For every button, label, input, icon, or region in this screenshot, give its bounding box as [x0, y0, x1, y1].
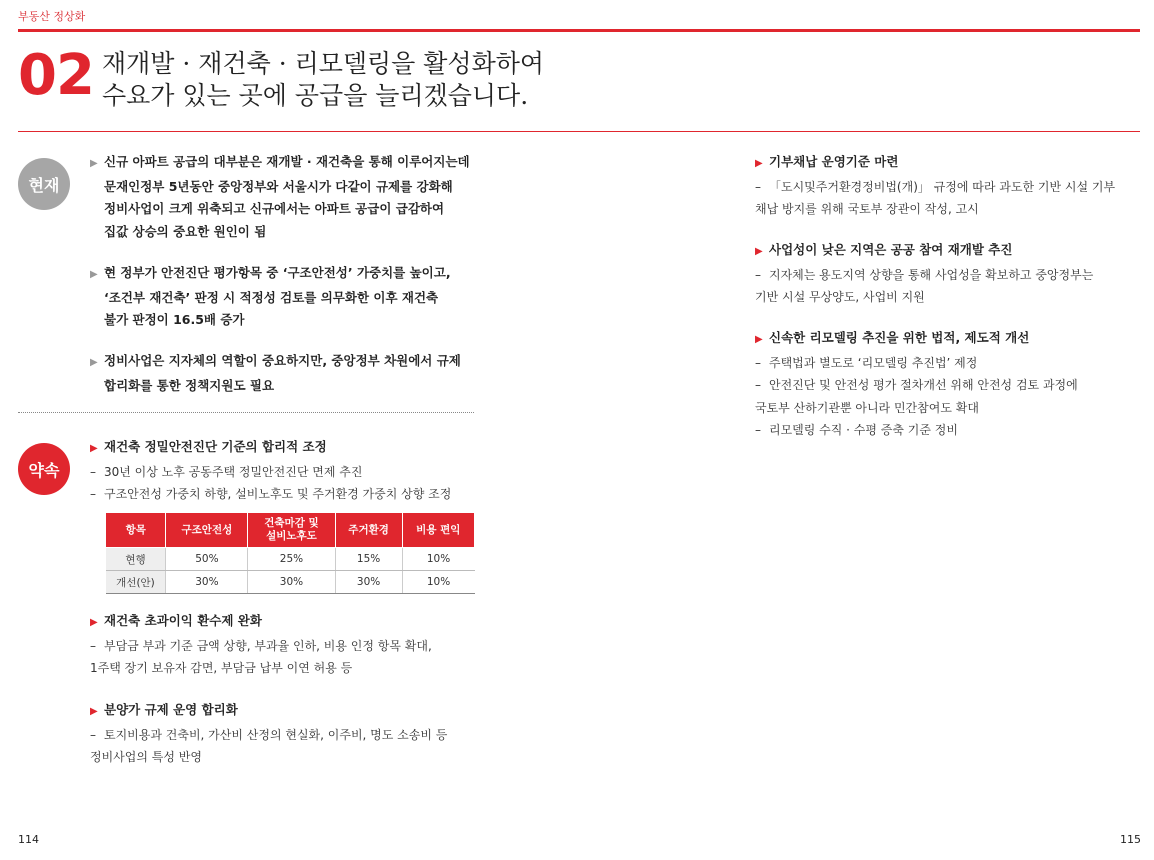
- right-sub-line: 리모델링 수직 · 수평 증축 기준 정비: [769, 423, 958, 437]
- right-item: ▶ 신속한 리모델링 추진을 위한 법적, 제도적 개선 – 주택법과 별도로 ‘리모델링 추진법’ 제정 – 안전진단 및 안전성 평가 절차개선 위해 안전성 검토 과정에 국토부 산하기관뿐 아니라 민간참여도 확대 – 리모델링 수직 · 수평 증축 기준 정비: [755, 330, 1078, 437]
- current-bullet-line: 정비사업은 지자체의 역할이 중요하지만, 중앙정부 차원에서 규제: [104, 353, 461, 368]
- promise-item: ▶ 재건축 정밀안전진단 기준의 합리적 조정 – 30년 이상 노후 공동주택 정밀안전진단 면제 추진 – 구조안전성 가중치 하향, 설비노후도 및 주거환경 가중치 상향 조정: [90, 439, 452, 501]
- title-line-1: 재개발 · 재건축 · 리모델링을 활성화하여: [102, 49, 545, 78]
- right-sub-line: 국토부 산하기관뿐 아니라 민간참여도 확대: [755, 400, 979, 415]
- table-row: [106, 571, 475, 594]
- promise-item: ▶ 재건축 초과이익 환수제 완화 – 부담금 부과 기준 금액 상향, 부과율 인하, 비용 인정 항목 확대, 1주택 장기 보유자 감면, 부담금 납부 이연 허용 등: [90, 610, 432, 680]
- triangle-icon: ▶: [90, 269, 98, 280]
- right-sub-line: 「도시및주거환경정비법(개)」 규정에 따라 과도한 기반 시설 기부: [769, 179, 1116, 194]
- current-bullet-line: 정비사업이 크게 위축되고 신규에서는 아파트 공급이 급감하여: [104, 201, 445, 216]
- top-rule: [18, 29, 1140, 32]
- current-bullet-line: 합리화를 통한 정책지원도 필요: [104, 377, 275, 393]
- current-bullet: [90, 262, 451, 332]
- triangle-icon: ▶: [90, 443, 98, 454]
- right-item-title: 신속한 리모델링 추진을 위한 법적, 제도적 개선: [769, 330, 1030, 345]
- table-cell: 10%: [402, 571, 474, 594]
- table-cell: 개선(안): [106, 571, 166, 594]
- title-rule: [18, 131, 1140, 132]
- right-item: ▶ 기부채납 운영기준 마련 – 「도시및주거환경정비법(개)」 규정에 따라 과도한 기반 시설 기부 채납 방지를 위해 국토부 장관이 작성, 고시: [755, 151, 1115, 221]
- triangle-icon: ▶: [755, 334, 763, 345]
- promise-badge: 약속: [18, 443, 70, 495]
- triangle-icon: ▶: [90, 617, 98, 628]
- right-item: ▶ 사업성이 낮은 지역은 공공 참여 재개발 추진 – 지자체는 용도지역 상향을 통해 사업성을 확보하고 중앙정부는 기반 시설 무상양도, 사업비 지원: [755, 239, 1093, 309]
- table-cell: 30%: [248, 571, 335, 594]
- right-sub-line: 채납 방지를 위해 국토부 장관이 작성, 고시: [755, 202, 979, 216]
- section-divider: [18, 412, 474, 413]
- triangle-icon: ▶: [90, 706, 98, 717]
- table-row: [106, 548, 475, 571]
- section-number: 02: [18, 43, 94, 108]
- weight-table: [105, 512, 475, 594]
- current-bullet: [90, 151, 470, 243]
- table-header: 항목: [106, 513, 166, 548]
- section-label: 부동산 정상화: [18, 10, 86, 23]
- table-cell: 30%: [335, 571, 402, 594]
- table-cell: 50%: [166, 548, 248, 571]
- page-title: [102, 48, 544, 112]
- promise-item: ▶ 분양가 규제 운영 합리화 – 토지비용과 건축비, 가산비 산정의 현실화, 이주비, 명도 소송비 등 정비사업의 특성 반영: [90, 699, 447, 769]
- promise-sub-line: 1주택 장기 보유자 감면, 부담금 납부 이연 허용 등: [90, 661, 353, 675]
- right-sub-line: 안전진단 및 안전성 평가 절차개선 위해 안전성 검토 과정에: [769, 378, 1078, 392]
- right-sub-line: 주택법과 별도로 ‘리모델링 추진법’ 제정: [769, 355, 978, 370]
- table-cell: 현행: [106, 548, 166, 571]
- page-number-right: 115: [1120, 833, 1141, 846]
- triangle-icon: ▶: [755, 246, 763, 257]
- promise-item-title: 분양가 규제 운영 합리화: [104, 702, 238, 717]
- promise-sub-line: 구조안전성 가중치 하향, 설비노후도 및 주거환경 가중치 상향 조정: [104, 487, 452, 501]
- table-header: 주거환경: [335, 513, 402, 548]
- triangle-icon: ▶: [90, 158, 98, 169]
- right-item-title: 사업성이 낮은 지역은 공공 참여 재개발 추진: [769, 242, 1013, 257]
- title-line-2: 수요가 있는 곳에 공급을 늘리겠습니다.: [102, 81, 529, 110]
- table-cell: 15%: [335, 548, 402, 571]
- table-header: 구조안전성: [166, 513, 248, 548]
- current-bullet-line: ‘조건부 재건축’ 판정 시 적정성 검토를 의무화한 이후 재건축: [104, 289, 439, 305]
- current-bullet: [90, 350, 461, 397]
- promise-sub-line: 토지비용과 건축비, 가산비 산정의 현실화, 이주비, 명도 소송비 등: [104, 727, 448, 742]
- current-bullet-line: 문재인정부 5년동안 중앙정부와 서울시가 다같이 규제를 강화해: [104, 178, 453, 194]
- current-badge: 현재: [18, 158, 70, 210]
- promise-item-title: 재건축 초과이익 환수제 완화: [104, 613, 262, 628]
- promise-item-title: 재건축 정밀안전진단 기준의 합리적 조정: [104, 439, 327, 454]
- current-bullet-line: 집값 상승의 중요한 원인이 됨: [104, 223, 267, 239]
- page-number-left: 114: [18, 833, 39, 846]
- table-cell: 10%: [402, 548, 474, 571]
- right-sub-line: 지자체는 용도지역 상향을 통해 사업성을 확보하고 중앙정부는: [769, 267, 1094, 282]
- promise-sub-line: 정비사업의 특성 반영: [90, 750, 202, 764]
- promise-sub-line: 30년 이상 노후 공동주택 정밀안전진단 면제 추진: [104, 464, 363, 479]
- current-bullet-line: 현 정부가 안전진단 평가항목 중 ‘구조안전성’ 가중치를 높이고,: [104, 265, 451, 280]
- current-bullet-line: 신규 아파트 공급의 대부분은 재개발 · 재건축을 통해 이루어지는데: [104, 154, 470, 169]
- table-header: 비용 편익: [402, 513, 474, 548]
- triangle-icon: ▶: [90, 357, 98, 368]
- right-sub-line: 기반 시설 무상양도, 사업비 지원: [755, 290, 925, 304]
- current-bullet-line: 불가 판정이 16.5배 증가: [104, 312, 245, 327]
- triangle-icon: ▶: [755, 158, 763, 169]
- table-header: 건축마감 및 설비노후도: [248, 513, 335, 548]
- table-cell: 25%: [248, 548, 335, 571]
- right-item-title: 기부채납 운영기준 마련: [769, 154, 899, 169]
- table-cell: 30%: [166, 571, 248, 594]
- promise-sub-line: 부담금 부과 기준 금액 상향, 부과율 인하, 비용 인정 항목 확대,: [104, 638, 432, 653]
